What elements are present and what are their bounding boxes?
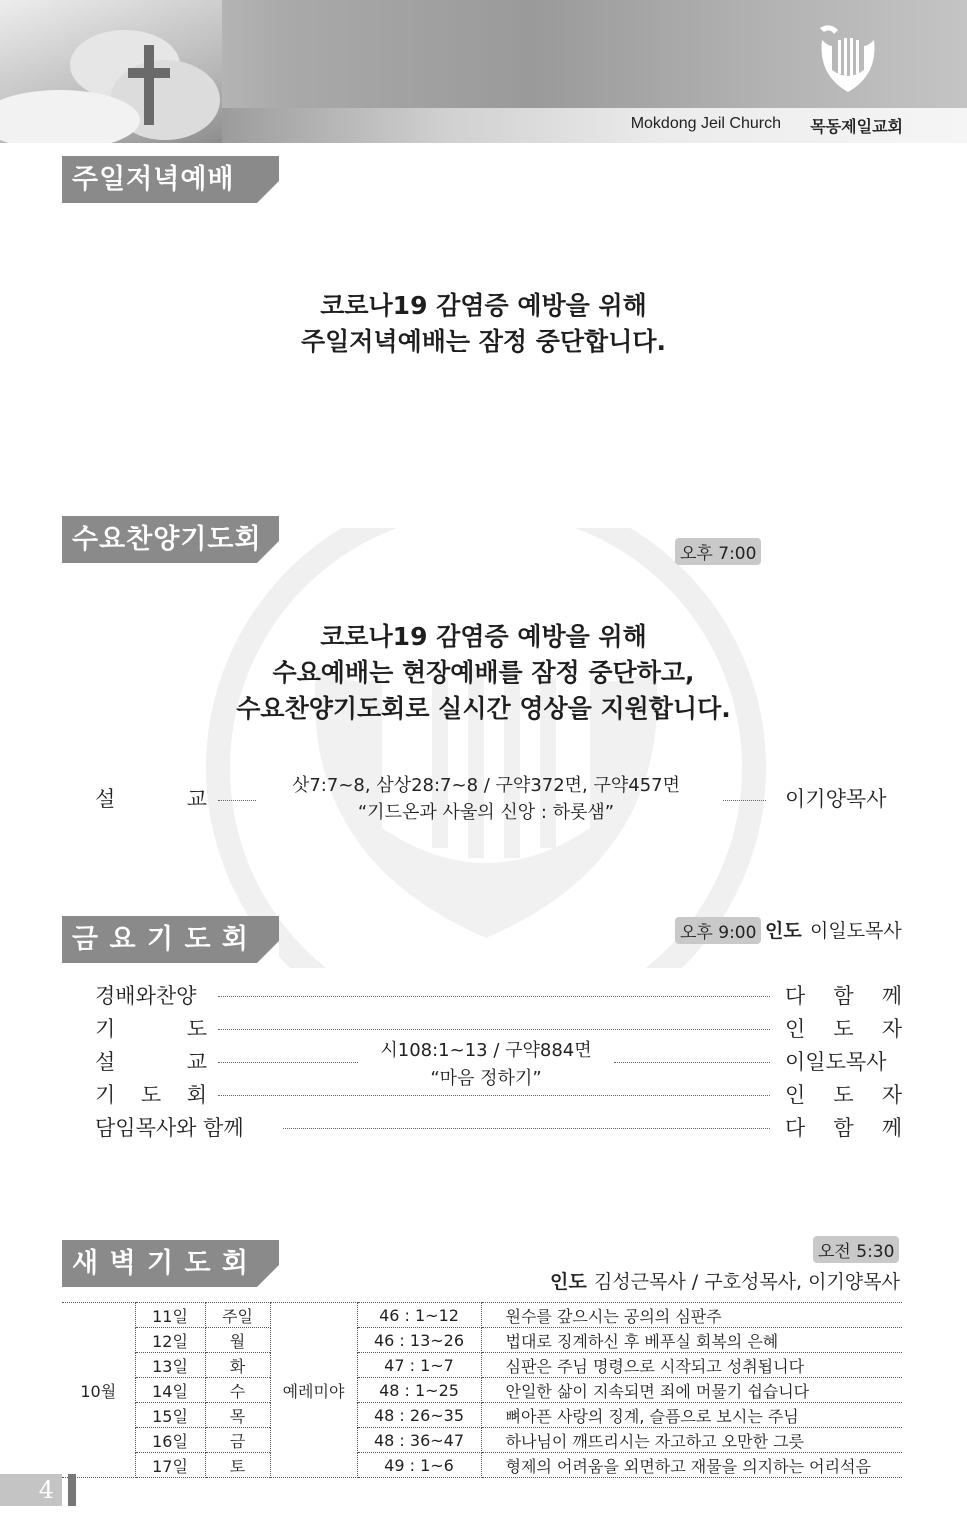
cross-icon	[120, 40, 180, 130]
weekday-cell: 금	[205, 1428, 270, 1453]
leader-dots	[723, 800, 766, 801]
title-cell: 하나님이 깨뜨리시는 자고하고 오만한 그릇	[481, 1428, 902, 1453]
friday-row-label: 기 도 회	[95, 1083, 207, 1107]
day-cell: 17일	[135, 1453, 205, 1478]
passage-cell: 46 : 1~12	[357, 1303, 481, 1328]
title-cell: 심판은 주님 명령으로 시작되고 성취됩니다	[481, 1353, 902, 1378]
wednesday-sermon-ref: 삿7:7~8, 삼상28:7~8 / 구약372면, 구약457면	[291, 775, 681, 796]
dawn-leaders: 김성근목사 / 구호성목사, 이기양목사	[594, 1271, 900, 1293]
leader-dots	[283, 1128, 770, 1129]
book-cell: 예레미야	[270, 1303, 357, 1478]
lyre-dove-logo-icon	[808, 20, 888, 100]
day-cell: 16일	[135, 1428, 205, 1453]
weekday-cell: 수	[205, 1378, 270, 1403]
passage-cell: 46 : 13~26	[357, 1328, 481, 1353]
title-cell: 안일한 삶이 지속되면 죄에 머물기 쉽습니다	[481, 1378, 902, 1403]
page-number: 4	[0, 1474, 62, 1506]
day-cell: 15일	[135, 1403, 205, 1428]
sunday-notice	[0, 288, 967, 360]
dawn-schedule-table	[62, 1302, 902, 1478]
wednesday-sermon-label: 설 교	[95, 787, 207, 811]
friday-row-label: 기 도	[95, 1017, 207, 1041]
corner-mark	[257, 941, 279, 963]
leader-dots	[218, 996, 770, 997]
wednesday-time-badge: 오후 7:00	[675, 538, 761, 565]
section-title-friday	[62, 916, 279, 963]
notice-line: 수요예배는 현장예배를 잠정 중단하고,	[272, 658, 695, 687]
title-cell: 원수를 갚으시는 공의의 심판주	[481, 1303, 902, 1328]
weekday-cell: 주일	[205, 1303, 270, 1328]
corner-mark	[257, 181, 279, 203]
section-title-wednesday	[62, 516, 279, 563]
wednesday-notice	[0, 619, 967, 727]
leader-dots	[614, 1062, 770, 1063]
church-name-en: Mokdong Jeil Church	[630, 115, 781, 132]
section-title-text: 주일저녁예배	[72, 164, 235, 195]
lyre-watermark-icon	[200, 528, 772, 968]
church-name-ko: 목동제일교회	[810, 117, 903, 136]
passage-cell: 48 : 26~35	[357, 1403, 481, 1428]
leader-dots	[218, 1062, 358, 1063]
weekday-cell: 월	[205, 1328, 270, 1353]
table-row	[62, 1428, 902, 1453]
leader-dots	[218, 1029, 770, 1030]
corner-mark	[257, 541, 279, 563]
passage-cell: 48 : 36~47	[357, 1428, 481, 1453]
weekday-cell: 화	[205, 1353, 270, 1378]
passage-cell: 49 : 1~6	[357, 1453, 481, 1478]
corner-mark	[257, 1265, 279, 1287]
page-number-tab	[68, 1474, 76, 1506]
friday-row-right: 다 함 께	[785, 984, 902, 1008]
notice-line: 코로나19 감염증 예방을 위해	[320, 291, 647, 320]
section-title-text: 수요찬양기도회	[72, 524, 262, 555]
dawn-time-badge: 오전 5:30	[813, 1236, 899, 1263]
table-row	[62, 1378, 902, 1403]
section-title-text: 새 벽 기 도 회	[72, 1248, 250, 1279]
day-cell: 13일	[135, 1353, 205, 1378]
friday-row-right: 이일도목사	[785, 1050, 887, 1074]
wednesday-preacher: 이기양목사	[785, 787, 887, 811]
notice-line: 코로나19 감염증 예방을 위해	[320, 622, 647, 651]
friday-leader-label: 인도	[765, 920, 802, 942]
praying-hands-photo	[0, 0, 222, 143]
day-cell: 14일	[135, 1378, 205, 1403]
friday-row-label: 설 교	[95, 1050, 207, 1074]
table-row	[62, 1328, 902, 1353]
notice-line: 수요찬양기도회로 실시간 영상을 지원합니다.	[236, 694, 731, 723]
dawn-leader-label: 인도	[550, 1271, 587, 1293]
friday-leader: 이일도목사	[810, 920, 902, 942]
month-cell: 10월	[62, 1303, 135, 1478]
friday-row-right: 다 함 께	[785, 1116, 902, 1140]
section-title-text: 금 요 기 도 회	[72, 924, 250, 955]
title-cell: 형제의 어려움을 외면하고 재물을 의지하는 어리석음	[481, 1453, 902, 1478]
passage-cell: 48 : 1~25	[357, 1378, 481, 1403]
friday-row-label: 담임목사와 함께	[95, 1116, 244, 1140]
wednesday-sermon-title: “기드온과 사울의 신앙 : 하롯샘”	[357, 802, 615, 823]
leader-dots	[218, 1095, 770, 1096]
friday-sermon-ref: 시108:1~13 / 구약884면	[380, 1040, 592, 1061]
title-cell: 뼈아픈 사랑의 징계, 슬픔으로 보시는 주님	[481, 1403, 902, 1428]
friday-sermon-title: “마음 정하기”	[430, 1068, 542, 1089]
day-cell: 11일	[135, 1303, 205, 1328]
table-row	[62, 1353, 902, 1378]
day-cell: 12일	[135, 1328, 205, 1353]
friday-row-right: 인 도 자	[785, 1017, 902, 1041]
friday-row-label: 경배와찬양	[95, 984, 197, 1008]
table-row	[62, 1403, 902, 1428]
friday-time-badge: 오후 9:00	[675, 917, 761, 944]
table-row	[62, 1453, 902, 1478]
title-cell: 법대로 징계하신 후 베푸실 회복의 은혜	[481, 1328, 902, 1353]
weekday-cell: 토	[205, 1453, 270, 1478]
weekday-cell: 목	[205, 1403, 270, 1428]
section-title-sunday-evening	[62, 156, 279, 203]
section-title-dawn	[62, 1240, 279, 1287]
table-row	[62, 1303, 902, 1328]
notice-line: 주일저녁예배는 잠정 중단합니다.	[300, 327, 666, 356]
leader-dots	[218, 800, 256, 801]
passage-cell: 47 : 1~7	[357, 1353, 481, 1378]
friday-row-right: 인 도 자	[785, 1083, 902, 1107]
